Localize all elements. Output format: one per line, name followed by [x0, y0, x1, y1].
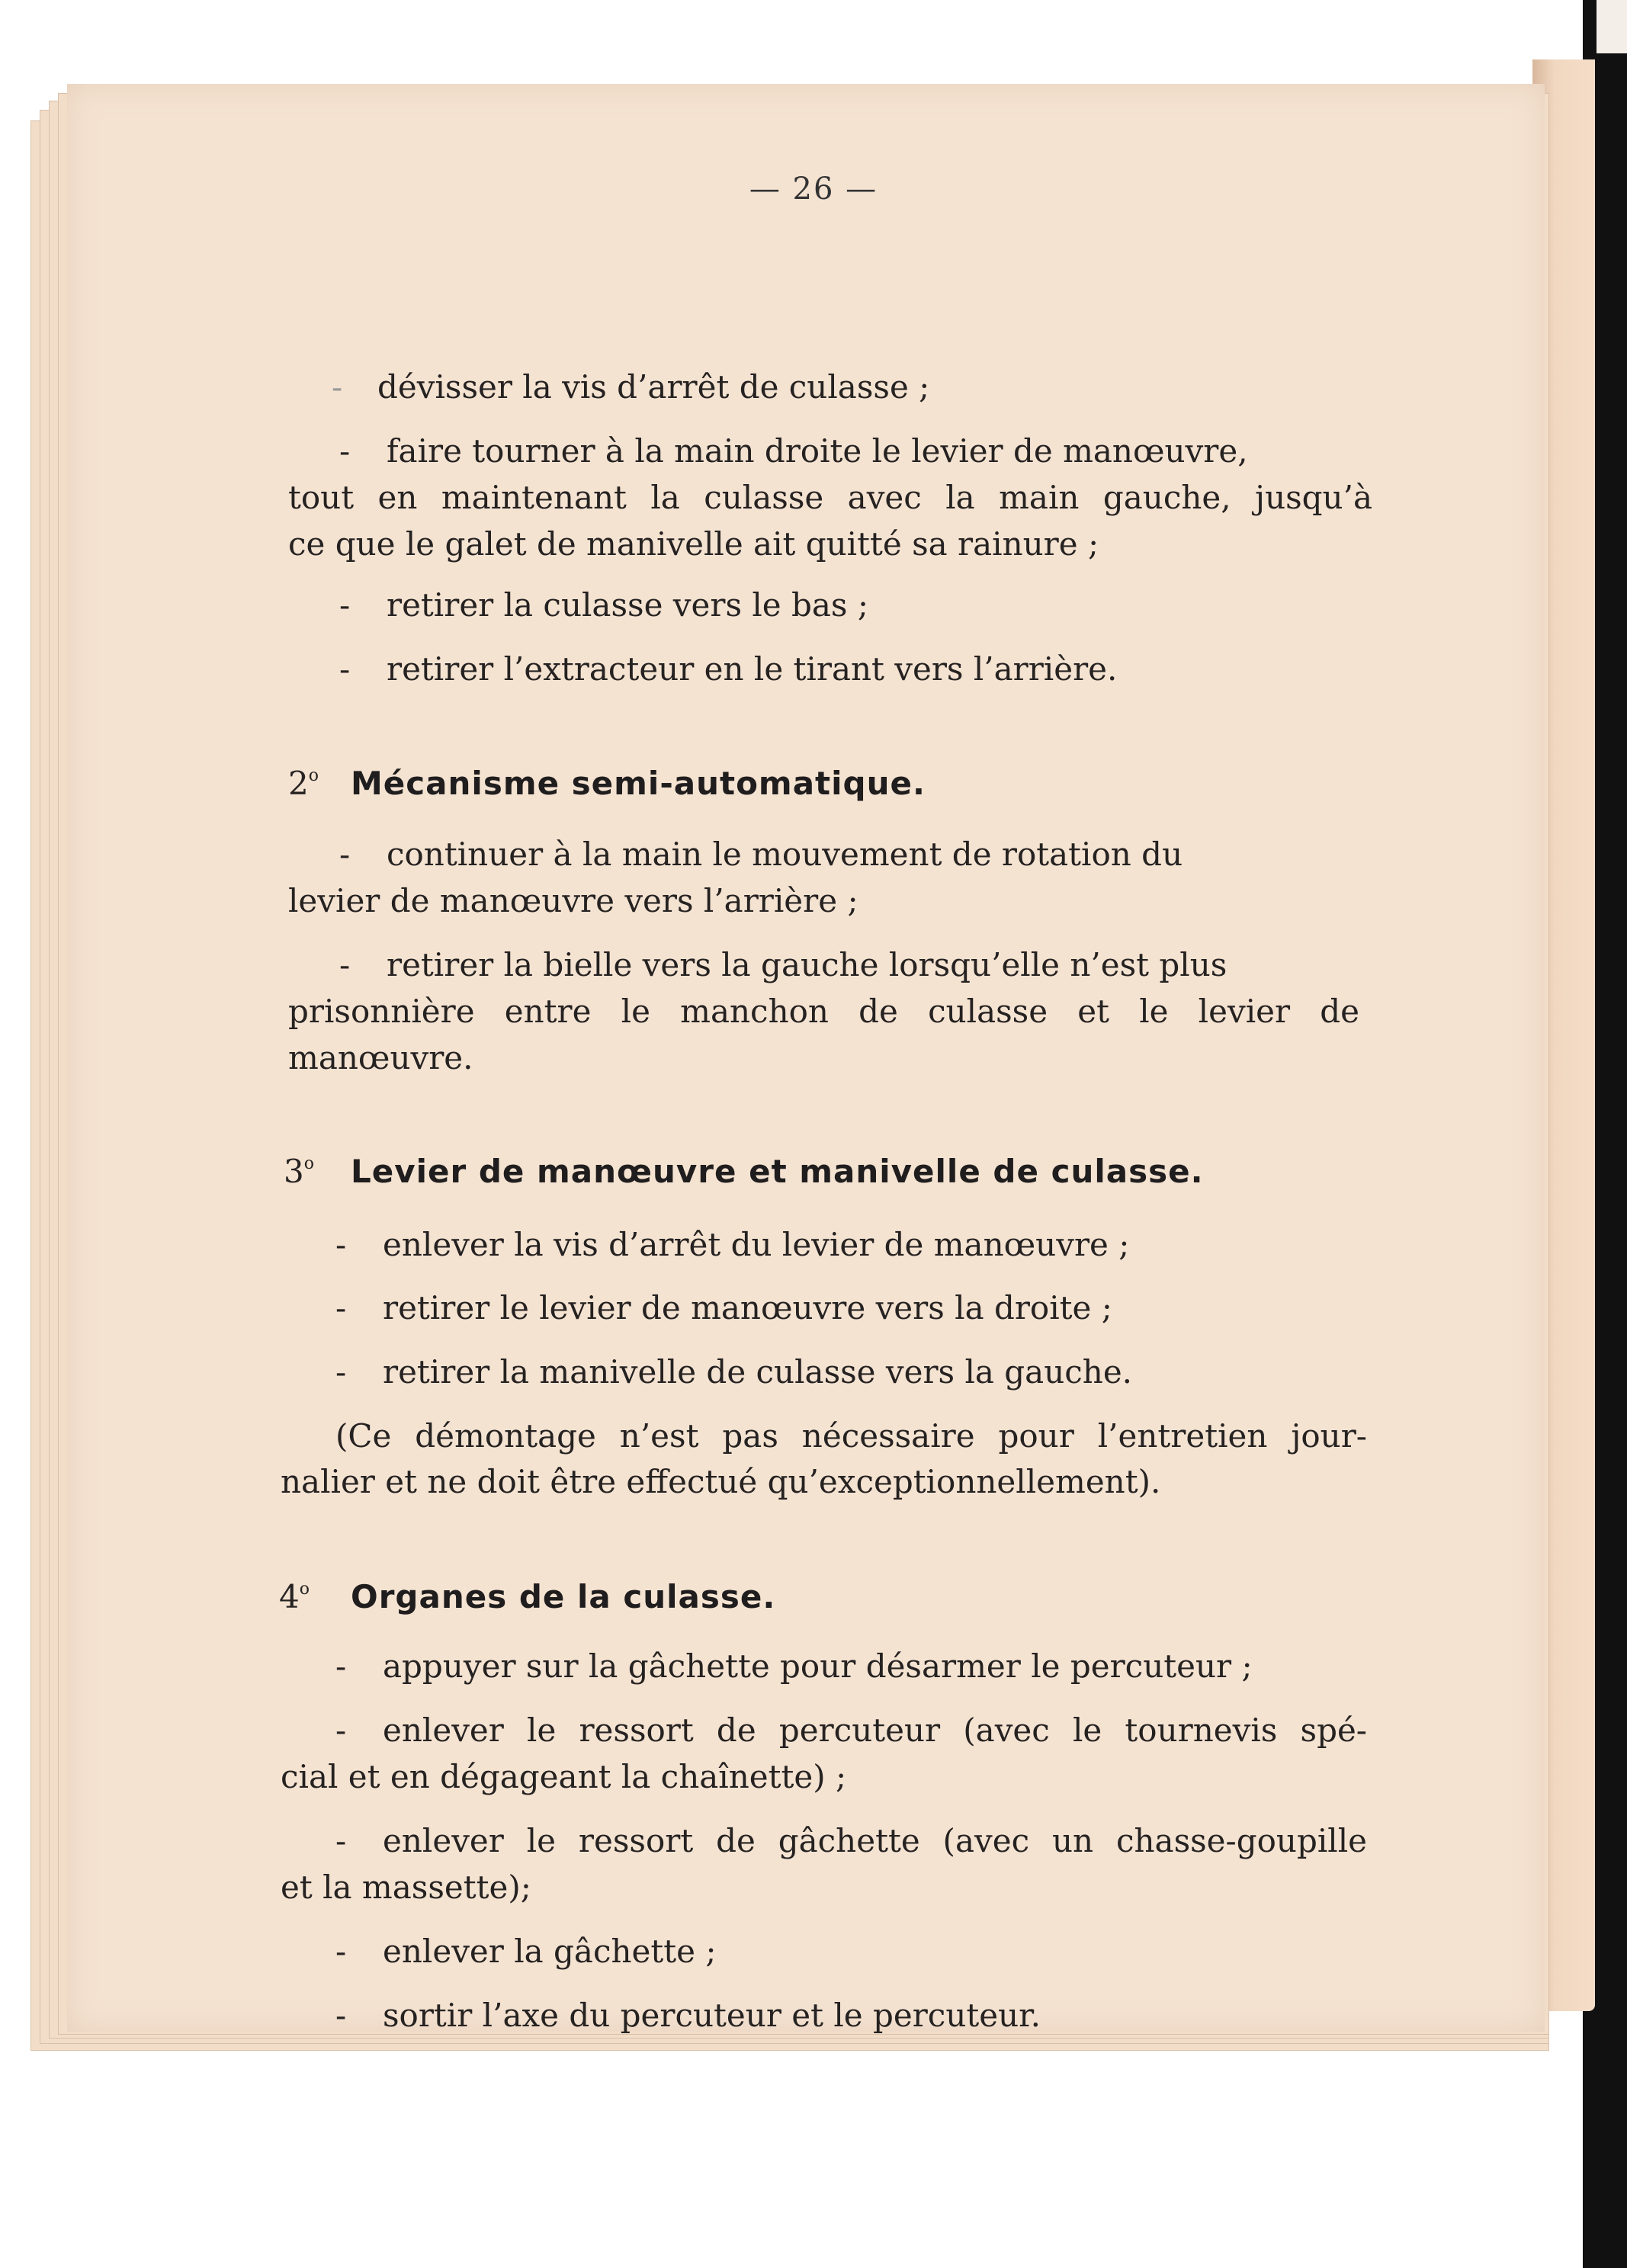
background-gap: [1597, 0, 1627, 53]
list-item: - dévisser la vis d’arrêt de culasse ;: [332, 364, 929, 410]
paragraph-line: prisonnière entre le manchon de culasse et le levier de: [288, 993, 1359, 1030]
bullet-dash: -: [332, 368, 343, 406]
list-item: - enlever la vis d’arrêt du levier de manœuvre ;: [335, 1222, 1129, 1268]
section-number: 2$^o$: [288, 765, 319, 802]
paragraph-line: nalier et ne doit être effectué qu’exceptionnellement).: [281, 1463, 1161, 1500]
section-title: Organes de la culasse.: [351, 1578, 776, 1615]
bullet-dash: -: [335, 1822, 347, 1859]
section-title: Levier de manœuvre et manivelle de culasse.: [351, 1153, 1204, 1190]
bullet-dash: -: [335, 1647, 347, 1685]
list-item: - retirer la bielle vers la gauche lorsqu’elle n’est plus: [339, 942, 1227, 988]
paragraph-line: cial et en dégageant la chaînette) ;: [281, 1758, 847, 1795]
section-number: 4$^o$: [279, 1578, 310, 1615]
list-item: - enlever le ressort de gâchette (avec un chasse-goupille: [335, 1818, 1367, 1864]
list-item: - appuyer sur la gâchette pour désarmer le percuteur ;: [335, 1644, 1253, 1689]
paragraph-line: et la massette);: [281, 1869, 531, 1906]
bullet-dash: -: [335, 1226, 347, 1263]
list-item: - retirer la manivelle de culasse vers la gauche.: [335, 1349, 1132, 1395]
paragraph-line: levier de manœuvre vers l’arrière ;: [288, 882, 858, 919]
bullet-dash: -: [335, 1997, 347, 2034]
bullet-dash: -: [339, 586, 351, 624]
section-number: 3$^o$: [284, 1153, 314, 1190]
bullet-dash: -: [339, 836, 351, 873]
paragraph-line: (Ce démontage n’est pas nécessaire pour l’entretien jour-: [335, 1417, 1367, 1455]
bullet-dash: -: [339, 650, 351, 688]
paragraph-line: ce que le galet de manivelle ait quitté sa rainure ;: [288, 525, 1099, 563]
list-item: - retirer le levier de manœuvre vers la droite ;: [335, 1285, 1112, 1331]
list-item: - enlever le ressort de percuteur (avec le tournevis spé-: [335, 1708, 1367, 1753]
bullet-dash: -: [335, 1289, 347, 1326]
list-item: - faire tourner à la main droite le levier de manœuvre,: [339, 428, 1248, 474]
bullet-dash: -: [335, 1711, 347, 1749]
list-item: - retirer l’extracteur en le tirant vers l’arrière.: [339, 646, 1117, 692]
section-title: Mécanisme semi-automatique.: [351, 765, 926, 802]
paragraph-line: manœuvre.: [288, 1039, 473, 1076]
bullet-dash: -: [339, 946, 351, 983]
bullet-dash: -: [339, 432, 351, 470]
list-item: - retirer la culasse vers le bas ;: [339, 582, 868, 628]
list-item: - sortir l’axe du percuteur et le percuteur.: [335, 1993, 1041, 2039]
bullet-dash: -: [335, 1353, 347, 1391]
page-number: — 26 —: [749, 172, 878, 207]
list-item: - enlever la gâchette ;: [335, 1929, 717, 1974]
bullet-dash: -: [335, 1933, 347, 1970]
paragraph-line: tout en maintenant la culasse avec la main gauche, jusqu’à: [288, 479, 1372, 516]
list-item: - continuer à la main le mouvement de rotation du: [339, 832, 1183, 877]
